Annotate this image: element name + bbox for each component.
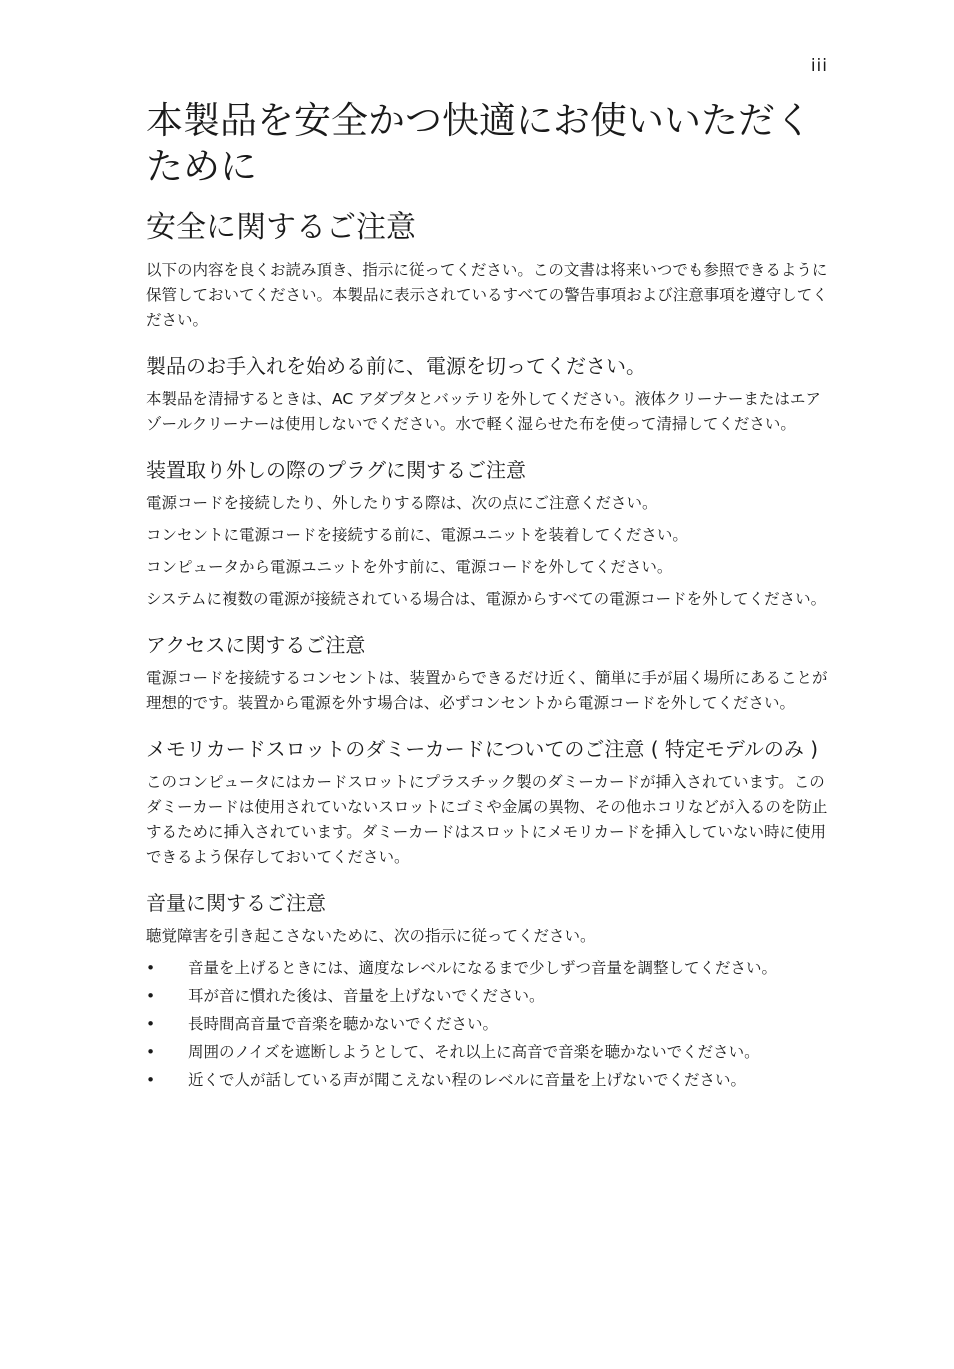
list-item xyxy=(146,984,832,1009)
list-item xyxy=(146,1040,832,1065)
section-plug-heading: 装置取り外しの際のプラグに関するご注意 xyxy=(146,458,526,482)
bullet-icon: • xyxy=(146,1043,156,1061)
list-item-text: 近くで人が話している声が聞こえない程のレベルに音量を上げないでください。 xyxy=(188,1071,747,1089)
page-title: 本製品を安全かつ快適にお使いいただくために xyxy=(146,99,812,188)
list-item-text: 周囲のノイズを遮断しようとして、それ以上に高音で音楽を聴かないでください。 xyxy=(188,1043,760,1061)
list-item-text: 音量を上げるときには、適度なレベルになるまで少しずつ音量を調整してください。 xyxy=(188,959,778,977)
intro-paragraph: 以下の内容を良くお読み頂き、指示に従ってください。この文書は将来いつでも参照できるように保管しておいてください。本製品に表示されているすべての警告事項および注意事項を遵守してください。 xyxy=(146,261,828,329)
section-access xyxy=(146,630,832,716)
list-item xyxy=(146,1012,832,1037)
section-dummy-card-heading: メモリカードスロットのダミーカードについてのご注意 ( 特定モデルのみ ) xyxy=(146,737,819,761)
section-access-paragraph: 電源コードを接続するコンセントは、装置からできるだけ近く、簡単に手が届く場所にあることが理想的です。装置から電源を外す場合は、必ずコンセントから電源コードを外してください。 xyxy=(146,669,828,712)
bullet-icon: • xyxy=(146,1015,156,1033)
section-access-heading: アクセスに関するご注意 xyxy=(146,633,366,657)
bullet-icon: • xyxy=(146,987,156,1005)
bullet-icon: • xyxy=(146,959,156,977)
section-heading: 安全に関するご注意 xyxy=(146,210,416,245)
section-plug-paragraph: コンピュータから電源ユニットを外す前に、電源コードを外してください。 xyxy=(146,558,673,576)
list-item xyxy=(146,956,832,981)
section-volume xyxy=(146,888,832,1093)
list-item-text: 耳が音に慣れた後は、音量を上げないでください。 xyxy=(188,987,545,1005)
volume-bullet-list xyxy=(146,956,832,1093)
section-cleaning-heading: 製品のお手入れを始める前に、電源を切ってください。 xyxy=(146,354,646,378)
page-content xyxy=(146,98,832,1096)
section-plug-paragraph: 電源コードを接続したり、外したりする際は、次の点にご注意ください。 xyxy=(146,494,658,512)
section-plug-paragraph: コンセントに電源コードを接続する前に、電源ユニットを装着してください。 xyxy=(146,526,688,544)
section-plug xyxy=(146,455,832,612)
list-item xyxy=(146,1068,832,1093)
section-plug-paragraph: システムに複数の電源が接続されている場合は、電源からすべての電源コードを外してください。 xyxy=(146,590,827,608)
page-number: iii xyxy=(810,56,828,76)
bullet-icon: • xyxy=(146,1071,156,1089)
section-dummy-card-paragraph: このコンピュータにはカードスロットにプラスチック製のダミーカードが挿入されています。このダミーカードは使用されていないスロットにゴミや金属の異物、その他ホコリなどが入るのを防止するために挿入されています。ダミーカードはスロットにメモリカードを挿入していない時に使用できるよう保存しておいてください。 xyxy=(146,773,828,866)
section-dummy-card xyxy=(146,734,832,870)
section-cleaning-paragraph: 本製品を清掃するときは、AC アダプタとバッテリを外してください。液体クリーナーまたはエアゾールクリーナーは使用しないでください。水で軽く湿らせた布を使って清掃してください。 xyxy=(146,390,821,433)
section-volume-heading: 音量に関するご注意 xyxy=(146,891,326,915)
section-cleaning xyxy=(146,351,832,437)
section-volume-paragraph: 聴覚障害を引き起こさないために、次の指示に従ってください。 xyxy=(146,927,596,945)
list-item-text: 長時間高音量で音楽を聴かないでください。 xyxy=(188,1015,499,1033)
